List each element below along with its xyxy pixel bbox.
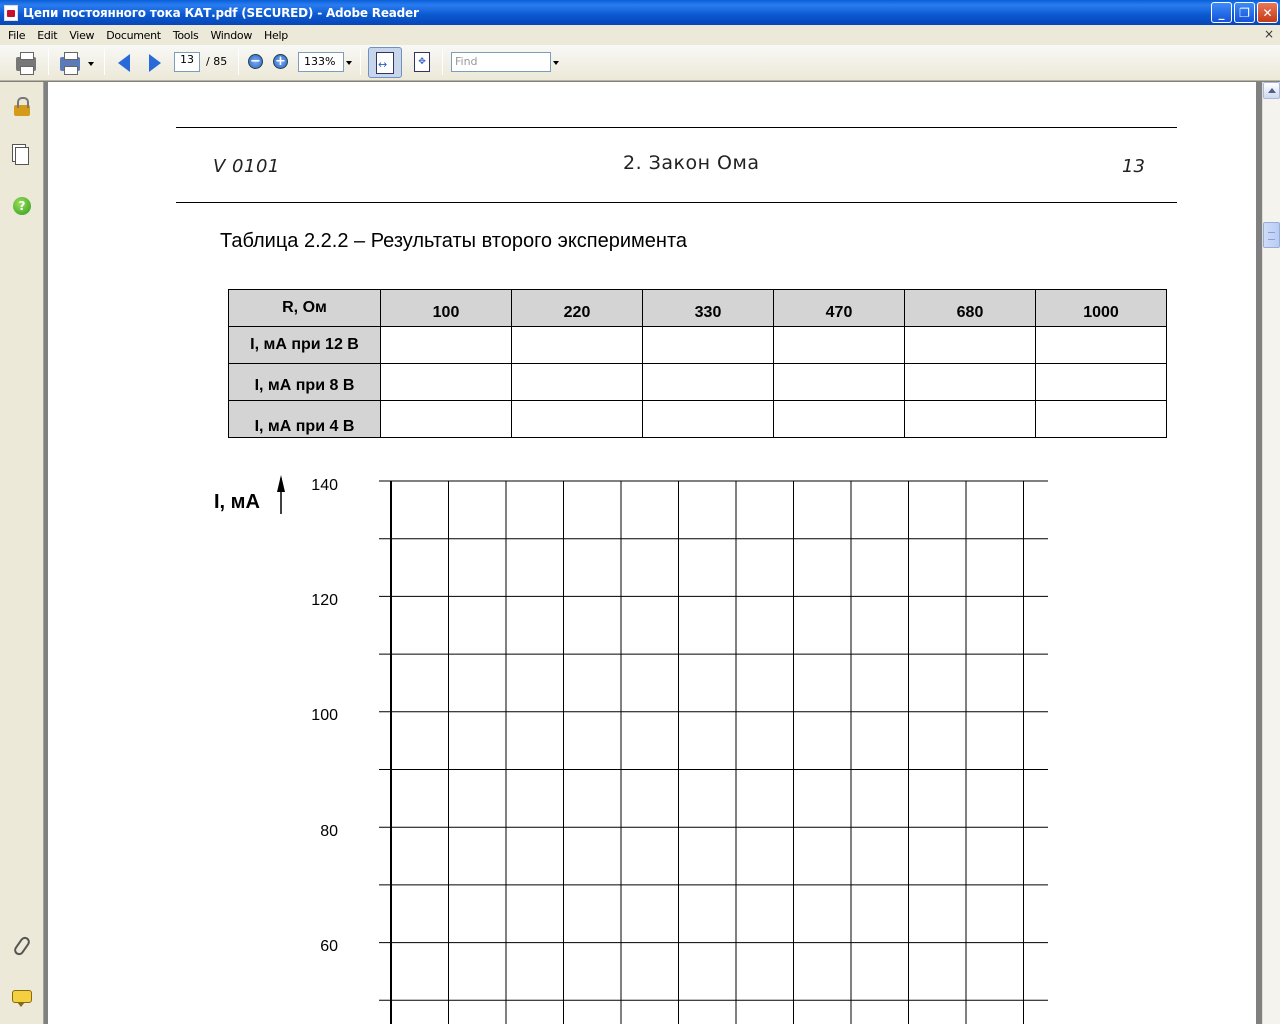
row-header: I, мА при 4 В — [229, 401, 381, 438]
menu-document[interactable]: Document — [106, 28, 161, 42]
document-view[interactable] — [45, 82, 1262, 1024]
minimize-button[interactable]: _ — [1211, 2, 1232, 23]
y-tick-label: 80 — [320, 823, 338, 840]
print-button[interactable] — [14, 52, 38, 76]
results-table — [228, 289, 1167, 438]
organizer-button[interactable] — [58, 52, 82, 76]
paperclip-icon — [12, 935, 32, 957]
y-axis-arrow-head — [277, 475, 285, 492]
title-bar — [0, 0, 1280, 25]
organizer-dropdown-arrow[interactable] — [88, 62, 94, 66]
table-cell — [774, 327, 905, 364]
menu-file[interactable]: File — [8, 28, 26, 42]
next-page-button[interactable] — [143, 51, 167, 75]
pages-icon — [15, 147, 29, 165]
table-cell — [643, 364, 774, 401]
blank-graph-grid — [208, 472, 1048, 1024]
table-cell — [1036, 327, 1167, 364]
y-tick-label: 120 — [311, 592, 338, 609]
table-cell — [1036, 401, 1167, 438]
header-top-rule — [176, 127, 1177, 128]
fit-page-button[interactable] — [410, 50, 434, 74]
pages-panel-button[interactable] — [10, 144, 34, 168]
header-page-number: 13 — [1122, 156, 1145, 177]
column-header: 1000 — [1036, 290, 1167, 327]
attachments-button[interactable] — [10, 934, 34, 958]
table-cell — [512, 401, 643, 438]
header-chapter-title: 2. Закон Ома — [623, 152, 760, 174]
menu-edit[interactable]: Edit — [37, 28, 58, 42]
table-row — [229, 327, 1167, 364]
table-caption: Таблица 2.2.2 – Результаты второго эксперимента — [220, 230, 688, 252]
menu-help[interactable]: Help — [264, 28, 288, 42]
table-cell — [1036, 364, 1167, 401]
help-icon: ? — [13, 197, 31, 215]
find-dropdown-arrow[interactable] — [553, 61, 559, 65]
header-doc-code: V 0101 — [213, 156, 280, 177]
y-tick-label: 60 — [320, 938, 338, 955]
table-row — [229, 364, 1167, 401]
previous-page-button[interactable] — [112, 51, 136, 75]
table-cell — [774, 401, 905, 438]
zoom-out-button[interactable] — [248, 54, 263, 69]
document-close-button[interactable]: × — [1263, 27, 1274, 41]
column-header: 220 — [512, 290, 643, 327]
window-title: Цепи постоянного тока КАТ.pdf (SECURED) - Adobe Reader — [23, 5, 419, 20]
table-cell — [905, 364, 1036, 401]
organizer-icon — [60, 57, 80, 71]
find-input[interactable]: Find — [451, 52, 551, 72]
table-cell — [381, 327, 512, 364]
table-cell — [905, 327, 1036, 364]
close-button[interactable]: ✕ — [1257, 2, 1278, 23]
column-header: 680 — [905, 290, 1036, 327]
pdf-document-icon — [4, 5, 18, 21]
table-cell — [905, 401, 1036, 438]
scroll-thumb[interactable] — [1263, 222, 1280, 248]
zoom-level-select[interactable]: 133% — [298, 52, 344, 72]
help-button[interactable] — [10, 194, 34, 218]
scroll-up-button[interactable] — [1263, 82, 1280, 99]
toolbar-separator — [360, 49, 361, 75]
zoom-in-button[interactable] — [273, 54, 288, 69]
toolbar-separator — [442, 49, 443, 75]
comment-icon — [12, 990, 32, 1003]
menu-view[interactable]: View — [69, 28, 95, 42]
y-tick-labels — [311, 477, 338, 955]
page-number-input[interactable]: 13 — [174, 52, 200, 72]
printer-icon — [16, 57, 36, 71]
header-bottom-rule — [176, 202, 1177, 203]
table-cell — [643, 401, 774, 438]
table-cell — [381, 364, 512, 401]
security-settings-button[interactable] — [10, 94, 34, 118]
column-header: 100 — [381, 290, 512, 327]
table-row — [229, 401, 1167, 438]
menu-tools[interactable]: Tools — [172, 28, 199, 42]
fit-width-button[interactable] — [368, 47, 402, 78]
table-cell — [512, 327, 643, 364]
row-header: I, мА при 12 В — [229, 327, 381, 364]
toolbar-separator — [104, 49, 105, 75]
arrow-right-icon — [149, 54, 161, 72]
toolbar-separator — [238, 49, 239, 75]
table-corner-header: R, Ом — [229, 290, 381, 327]
toolbar-separator — [48, 49, 49, 75]
y-tick-label: 100 — [311, 707, 338, 724]
table-cell — [774, 364, 905, 401]
fit-page-icon: ✥ — [414, 52, 430, 72]
row-header: I, мА при 8 В — [229, 364, 381, 401]
column-header: 470 — [774, 290, 905, 327]
zoom-in-icon: + — [273, 54, 288, 69]
restore-button[interactable]: ❐ — [1234, 2, 1255, 23]
table-header-row — [229, 290, 1167, 327]
lock-icon — [14, 105, 30, 116]
menu-bar — [0, 25, 1280, 45]
graph-y-axis-label: I, мА — [214, 491, 260, 513]
navigation-pane — [0, 82, 44, 1024]
arrow-left-icon — [118, 54, 130, 72]
table-cell — [512, 364, 643, 401]
zoom-dropdown-arrow[interactable] — [346, 61, 352, 65]
column-header: 330 — [643, 290, 774, 327]
fit-width-icon — [376, 52, 394, 74]
table-cell — [643, 327, 774, 364]
page-total-count: / 85 — [206, 55, 228, 68]
pdf-page — [48, 82, 1256, 1024]
comments-button[interactable] — [10, 984, 34, 1008]
menu-window[interactable]: Window — [210, 28, 253, 42]
zoom-out-icon: − — [248, 54, 263, 69]
grid-lines — [379, 481, 1048, 1024]
y-tick-label: 140 — [311, 477, 338, 494]
table-cell — [381, 401, 512, 438]
